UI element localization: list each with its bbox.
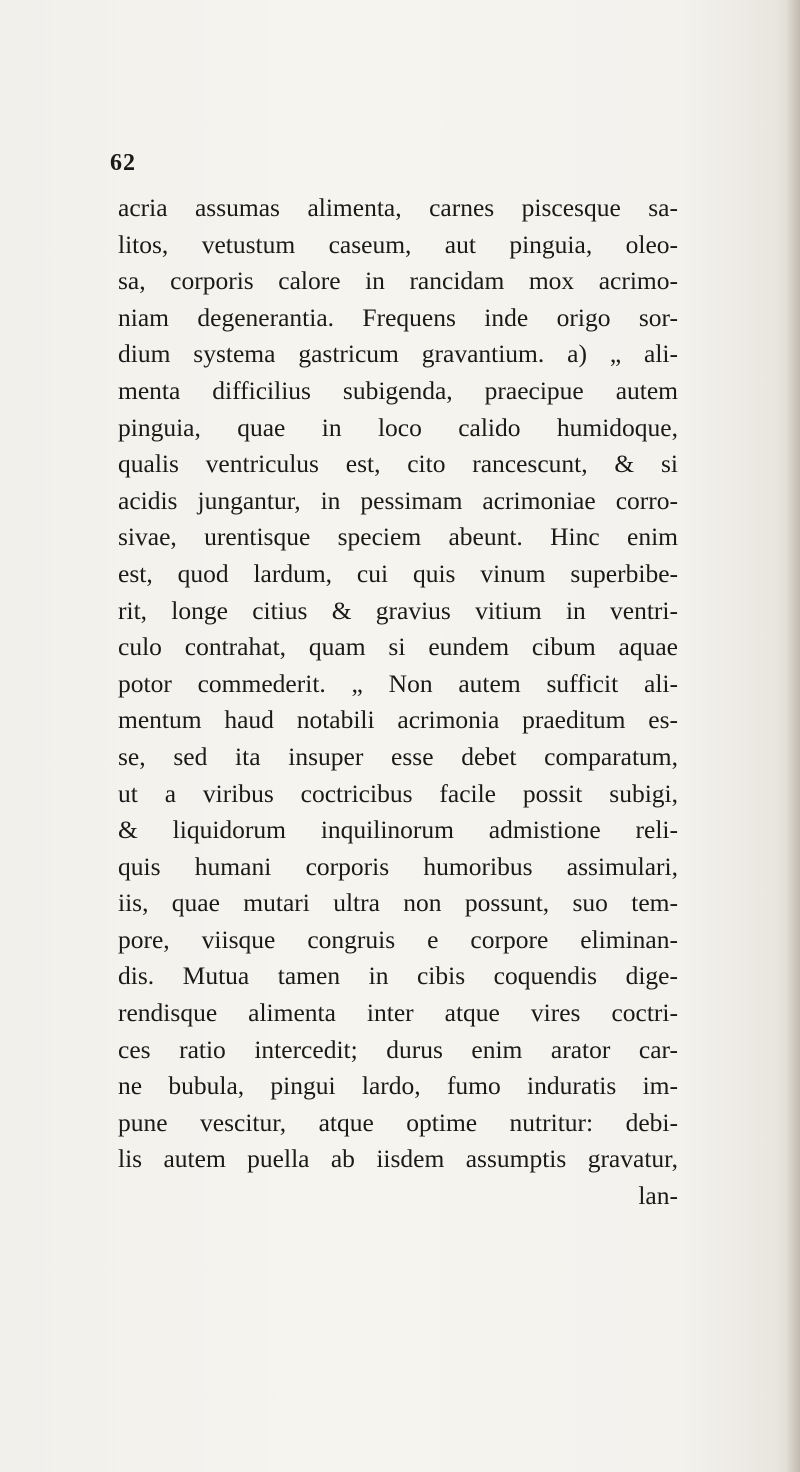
text-line: qualis ventriculus est, cito rancescunt, & si — [118, 449, 678, 479]
text-line: ne bubula, pingui lardo, fumo induratis im- — [118, 1071, 678, 1101]
text-line: litos, vetustum caseum, aut pinguia, oleo- — [118, 229, 678, 259]
text-line: niam degenerantia. Frequens inde origo sor- — [118, 302, 678, 332]
text-line: & liquidorum inquilinorum admistione reli- — [118, 815, 678, 845]
text-line: rendisque alimenta inter atque vires coctri- — [118, 998, 678, 1028]
text-line: sivae, urentisque speciem abeunt. Hinc enim — [118, 522, 678, 552]
text-line: pune vescitur, atque optime nutritur: debi- — [118, 1107, 678, 1137]
catchword: lan- — [638, 1181, 678, 1211]
text-line: menta difficilius subigenda, praecipue autem — [118, 375, 678, 405]
page-edge-shadow — [786, 0, 800, 1472]
text-line: rit, longe citius & gravius vitium in ventri- — [118, 595, 678, 625]
body-text — [118, 190, 678, 1215]
text-line: dium systema gastricum gravantium. a) „ ali- — [118, 339, 678, 369]
text-line: lis autem puella ab iisdem assumptis gravatur, — [118, 1144, 678, 1174]
text-line: iis, quae mutari ultra non possunt, suo tem- — [118, 888, 678, 918]
text-line: culo contrahat, quam si eundem cibum aquae — [118, 632, 678, 662]
text-line: dis. Mutua tamen in cibis coquendis dige- — [118, 961, 678, 991]
text-line: sa, corporis calore in rancidam mox acrimo- — [118, 266, 678, 296]
text-line: pore, viisque congruis e corpore eliminan- — [118, 924, 678, 954]
text-line: ut a viribus coctricibus facile possit subigi, — [118, 778, 678, 808]
text-line: est, quod lardum, cui quis vinum superbibe- — [118, 558, 678, 588]
text-line: mentum haud notabili acrimonia praeditum es- — [118, 705, 678, 735]
text-line: potor commederit. „ Non autem sufficit ali- — [118, 668, 678, 698]
text-line: ces ratio intercedit; durus enim arator car- — [118, 1034, 678, 1064]
text-line: acidis jungantur, in pessimam acrimoniae corro- — [118, 485, 678, 515]
page-number: 62 — [110, 150, 136, 176]
text-line: acria assumas alimenta, carnes piscesque sa- — [118, 193, 678, 222]
text-line: se, sed ita insuper esse debet comparatum, — [118, 741, 678, 771]
text-line: quis humani corporis humoribus assimulari, — [118, 851, 678, 881]
text-line: pinguia, quae in loco calido humidoque, — [118, 412, 678, 442]
